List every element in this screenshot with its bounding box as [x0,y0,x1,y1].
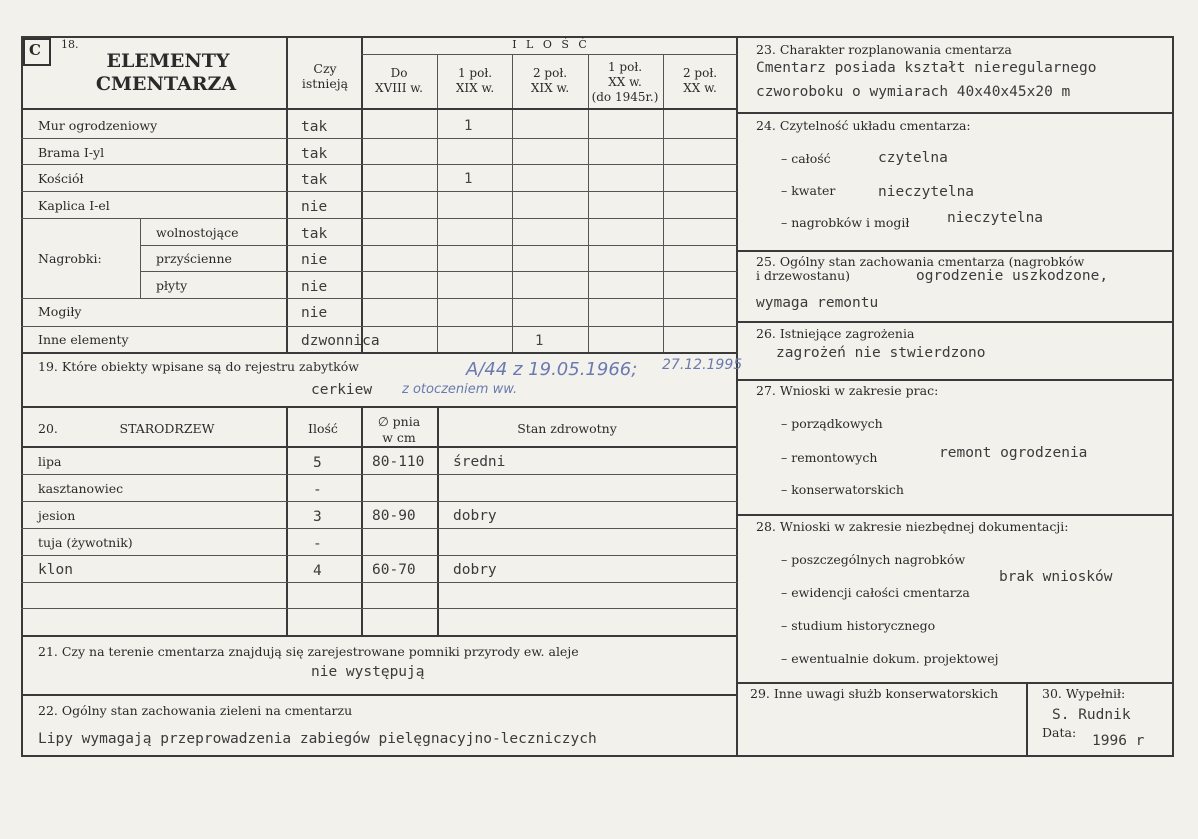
s18-row-divider [21,138,737,139]
s19-label: 19. Które obiekty wpisane są do rejestru zabytków [38,359,359,374]
s18-row-divider [140,245,737,246]
s25-label-1: 25. Ogólny stan zachowania cmentarza (nagrobków [756,254,1085,269]
s18-row-exists: nie [301,305,328,321]
s19-handwritten-note: z otoczeniem ww. [402,382,518,397]
s24-item-2-value: nieczytelna [878,184,975,200]
s20-row-divider [21,501,737,502]
nagrobki-label: Nagrobki: [38,251,102,266]
s18-row-exists: tak [301,146,328,162]
s20-tree-name: lipa [38,454,62,469]
s20-tree-count: - [313,536,322,552]
s23-line1: Cmentarz posiada kształt nieregularnego [756,60,1097,76]
s18-col-header-3-line1: 2 poł. [532,66,568,80]
s30-label: 30. Wypełnił: [1042,686,1126,701]
s18-ilosc-header: I L O Ś Ć [512,38,590,51]
s20-tree-count: 3 [313,509,322,525]
s30-name: S. Rudnik [1052,707,1131,723]
s18-col-header-3-line2: XIX w. [530,81,570,95]
s20-row-divider [21,608,737,609]
s18-title-line1: ELEMENTY [106,50,230,72]
s28-label: 28. Wnioski w zakresie niezbędnej dokumentacji: [756,519,1069,534]
s18-row-exists: tak [301,172,328,188]
s18-row-divider [21,191,737,192]
s28-item-1: – poszczególnych nagrobków [781,552,966,567]
s27-item-2: – remontowych [781,450,878,465]
s19-register-number: A/44 z 19.05.1966; [466,359,638,380]
s20-row-divider [21,555,737,556]
s22-value: Lipy wymagają przeprowadzenia zabiegów pielęgnacyjno-leczniczych [38,731,597,747]
s23-line2: czworoboku o wymiarach 40x40x45x20 m [756,84,1071,100]
s28-item-2: – ewidencji całości cmentarza [781,585,970,600]
s20-row-divider [21,474,737,475]
s18-row-exists: dzwonnica [301,333,380,349]
s18-row-label: Mur ogrodzeniowy [38,118,158,133]
corner-letter: C [29,41,41,59]
s24-item-3-value: nieczytelna [947,210,1044,226]
s30-date: 1996 r [1092,733,1145,749]
s29-label: 29. Inne uwagi służb konserwatorskich [750,686,999,701]
s18-row-divider [21,298,737,299]
s18-czy-header-2: istnieją [301,76,349,91]
s18-row-label: wolnostojące [156,225,239,240]
s28-value: brak wniosków [999,569,1113,585]
s18-row-label: Kaplica I-el [38,198,110,213]
s22-label: 22. Ogólny stan zachowania zieleni na cmentarzu [38,703,353,718]
s18-row-label: Brama I-yl [38,145,105,160]
s20-tree-health: dobry [453,508,497,524]
s18-number: 18. [61,38,79,51]
s18-col-header-2-line1: 1 poł. [457,66,493,80]
s28-item-3: – studium historycznego [781,618,936,633]
s28-item-4: – ewentualnie dokum. projektowej [781,651,999,666]
s27-value: remont ogrodzenia [939,445,1088,461]
s18-col-header-5-line1: 2 poł. [682,66,718,80]
s18-row-exists: nie [301,252,328,268]
s20-tree-name: tuja (żywotnik) [38,535,133,550]
s18-col-header-2-line2: XIX w. [455,81,495,95]
s18-row-exists: nie [301,279,328,295]
s18-row-exists: tak [301,119,328,135]
s27-label: 27. Wnioski w zakresie prac: [756,383,939,398]
s18-row-divider [21,218,737,219]
s18-row-divider [21,326,737,327]
s18-row-label: Kościół [38,171,84,186]
s18-row-label: płyty [156,278,188,293]
s20-tree-name: jesion [38,508,76,523]
s20-tree-diameter: 80-90 [372,508,416,524]
s24-item-1-value: czytelna [878,150,948,166]
s20-tree-count: 4 [313,563,322,579]
s20-title: STARODRZEW [119,421,215,436]
s18-row-divider [21,164,737,165]
s18-row-count-19c-second-half: 1 [535,333,544,349]
s18-row-exists: tak [301,226,328,242]
s26-value: zagrożeń nie stwierdzono [776,345,986,361]
s20-tree-diameter: 60-70 [372,562,416,578]
s20-tree-name: klon [38,562,73,578]
s20-header-diameter-2: w cm [382,430,416,445]
s19-value: cerkiew [311,382,373,398]
s18-col-header-5-line2: XX w. [683,81,717,95]
s18-col-header-4-line2: XX w. [608,75,642,89]
s18-title-line2: CMENTARZA [95,73,237,95]
s18-czy-header-1: Czy [313,61,337,76]
s20-tree-count: 5 [313,455,322,471]
s20-tree-diameter: 80-110 [372,454,425,470]
s18-row-label: przyścienne [156,251,232,266]
s18-col-header-1-line1: Do [390,66,408,80]
s27-item-3: – konserwatorskich [781,482,904,497]
s19-register-date: 27.12.1995 [662,357,743,373]
s18-row-divider [140,271,737,272]
s18-row-count-19c-first-half: 1 [464,118,473,134]
s25-label-2: i drzewostanu) [756,268,851,283]
s20-tree-health: średni [453,454,506,470]
s20-header-diameter-1: ∅ pnia [377,414,421,429]
s18-row-label: Mogiły [38,304,82,319]
s20-row-divider [21,582,737,583]
s24-item-2-label: – kwater [781,183,836,198]
s20-tree-health: dobry [453,562,497,578]
s24-item-1-label: – całość [781,151,831,166]
s20-header-health: Stan zdrowotny [517,421,617,436]
s20-tree-count: - [313,482,322,498]
s20-header-count: Ilość [308,421,338,436]
s18-row-count-19c-first-half: 1 [464,171,473,187]
s20-tree-name: kasztanowiec [38,481,124,496]
s30-date-label: Data: [1042,725,1077,740]
s27-item-1: – porządkowych [781,416,883,431]
s18-row-label: Inne elementy [38,332,129,347]
s21-label: 21. Czy na terenie cmentarza znajdują się zarejestrowane pomniki przyrody ew. aleje [38,644,579,659]
s21-value: nie występują [311,664,425,680]
s20-number: 20. [38,421,58,436]
s18-col-header-4-line3: (do 1945r.) [591,90,659,104]
s18-col-header-4-line1: 1 poł. [607,60,643,74]
s18-col-header-1-line2: XVIII w. [375,81,423,95]
s20-row-divider [21,528,737,529]
s25-value-1: ogrodzenie uszkodzone, [916,268,1109,284]
s26-label: 26. Istniejące zagrożenia [756,326,915,341]
s24-label: 24. Czytelność układu cmentarza: [756,118,971,133]
s25-value-2: wymaga remontu [756,295,879,311]
s23-label: 23. Charakter rozplanowania cmentarza [756,42,1012,57]
s18-row-exists: nie [301,199,328,215]
s24-item-3-label: – nagrobków i mogił [781,215,910,230]
